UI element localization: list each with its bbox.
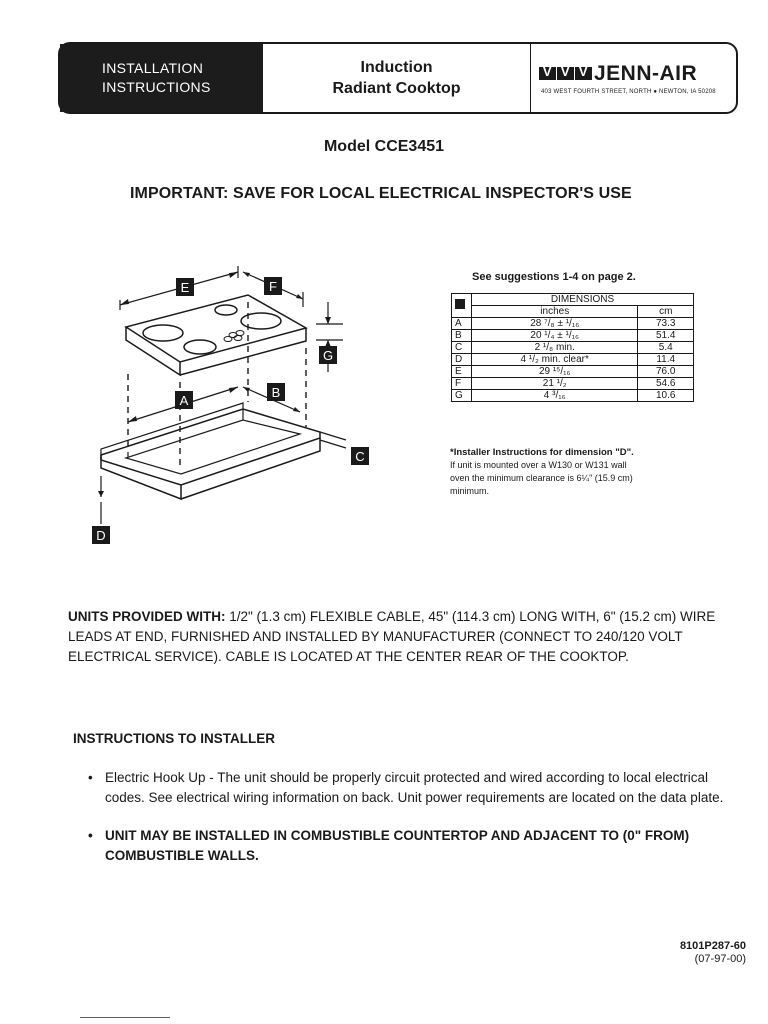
dimensions-key-icon — [452, 294, 472, 318]
header-brand-block — [531, 44, 736, 112]
diagram-label-b: B — [271, 385, 281, 400]
table-row — [452, 342, 694, 354]
row-letter: C — [452, 342, 472, 354]
bullet-icon: • — [88, 770, 93, 785]
installer-note-title: *Installer Instructions for dimension "D". — [450, 447, 634, 458]
row-letter: E — [452, 366, 472, 378]
cooktop-dimension-diagram — [88, 262, 363, 547]
table-row — [452, 378, 694, 390]
units-provided-text: 1/2" (1.3 cm) FLEXIBLE CABLE, 45" (114.3 cm) LONG WITH, 6" (15.2 cm) WIRE LEADS AT END, FURNISHED AND INSTALLED BY MANUFACTURER (CONNECT TO 240/120 VOLT ELECTRICAL SERVICE). CABLE IS LOCATED AT THE CENTER REAR OF THE COOKTOP. — [68, 609, 716, 664]
row-cm: 11.4 — [638, 354, 694, 366]
row-letter: G — [452, 390, 472, 402]
diagram-label-a: A — [179, 393, 189, 408]
document-date: (07-97-00) — [694, 953, 746, 965]
important-notice: IMPORTANT: SAVE FOR LOCAL ELECTRICAL INSPECTOR'S USE — [130, 185, 632, 202]
header-doc-type-line1: INSTALLATION — [102, 60, 204, 76]
countertop-front-edge — [101, 455, 181, 499]
diagram-label-e: E — [180, 280, 190, 295]
row-inches: 29 ¹⁵/₁₆ — [472, 366, 638, 378]
header-title-line1: Induction — [360, 59, 433, 76]
column-header-inches: inches — [472, 306, 638, 318]
list-item — [88, 826, 748, 866]
table-row — [452, 390, 694, 402]
burner-left-front — [184, 340, 216, 354]
document-number-block — [680, 940, 746, 966]
divider — [80, 1017, 170, 1018]
row-cm: 76.0 — [638, 366, 694, 378]
table-row — [452, 330, 694, 342]
row-inches: 28 ⁷/₈ ± ¹/₁₆ — [472, 318, 638, 330]
column-header-cm: cm — [638, 306, 694, 318]
row-letter: A — [452, 318, 472, 330]
control-knobs — [224, 331, 244, 342]
burner-left-rear — [143, 325, 183, 341]
header-title-line2: Radiant Cooktop — [332, 80, 461, 97]
brand-mark-icon — [539, 67, 593, 80]
table-row — [452, 318, 694, 330]
brand-name: JENN-AIR — [594, 61, 698, 85]
table-row — [452, 366, 694, 378]
installer-note-line2: oven the minimum clearance is 6¼" (15.9 cm) — [450, 473, 633, 483]
header-doc-type — [60, 44, 263, 112]
document-header — [58, 42, 738, 114]
installer-note-line1: If unit is mounted over a W130 or W131 wall — [450, 460, 627, 470]
countertop-side-edge — [181, 438, 320, 499]
dimensions-table — [451, 293, 694, 402]
list-item — [88, 768, 748, 808]
units-provided-label: UNITS PROVIDED WITH: — [68, 609, 226, 624]
header-product-title — [263, 44, 531, 112]
header-doc-type-line2: INSTRUCTIONS — [102, 79, 211, 95]
row-inches: 21 ¹/₂ — [472, 378, 638, 390]
row-cm: 73.3 — [638, 318, 694, 330]
model-number: Model CCE3451 — [323, 138, 445, 155]
cutout-opening — [126, 420, 300, 474]
brand-logo — [539, 62, 697, 86]
diagram-label-g: G — [322, 348, 334, 363]
burner-right-rear — [241, 313, 281, 329]
row-letter: D — [452, 354, 472, 366]
burner-center-rear — [215, 305, 237, 315]
row-cm: 51.4 — [638, 330, 694, 342]
row-cm: 54.6 — [638, 378, 694, 390]
brand-address: 403 WEST FOURTH STREET, NORTH ● NEWTON, IA 50208 — [541, 88, 716, 95]
bullet-icon: • — [88, 828, 93, 843]
document-number: 8101P287-60 — [679, 940, 746, 952]
diagram-label-d: D — [96, 528, 106, 543]
row-inches: 2 ¹/₈ min. — [472, 342, 638, 354]
backsplash — [101, 403, 243, 455]
instruction-electric-hookup: Electric Hook Up - The unit should be properly circuit protected and wired according to local electrical codes. See electrical wiring information on back. Unit power requirements are located on the data plate. — [105, 770, 724, 805]
table-row — [452, 354, 694, 366]
row-cm: 5.4 — [638, 342, 694, 354]
instructions-list — [88, 768, 748, 884]
instruction-combustible: UNIT MAY BE INSTALLED IN COMBUSTIBLE COUNTERTOP AND ADJACENT TO (0" FROM) COMBUSTIBLE WALLS. — [105, 828, 690, 863]
row-letter: B — [452, 330, 472, 342]
cooktop-front-edge — [126, 327, 180, 375]
cooktop-top-surface — [126, 295, 306, 362]
instructions-heading: INSTRUCTIONS TO INSTALLER — [73, 731, 275, 746]
installer-note — [450, 446, 710, 498]
installer-note-line3: minimum. — [450, 486, 490, 496]
dimensions-header: DIMENSIONS — [472, 294, 694, 306]
row-inches: 20 ¹/₄ ± ¹/₁₆ — [472, 330, 638, 342]
diagram-label-f: F — [269, 279, 277, 294]
row-inches: 4 ³/₁₆ — [472, 390, 638, 402]
suggestions-reference: See suggestions 1-4 on page 2. — [472, 271, 636, 283]
row-inches: 4 ¹/₂ min. clear* — [472, 354, 638, 366]
row-cm: 10.6 — [638, 390, 694, 402]
row-letter: F — [452, 378, 472, 390]
units-provided-paragraph — [68, 607, 748, 667]
diagram-label-c: C — [355, 449, 365, 464]
